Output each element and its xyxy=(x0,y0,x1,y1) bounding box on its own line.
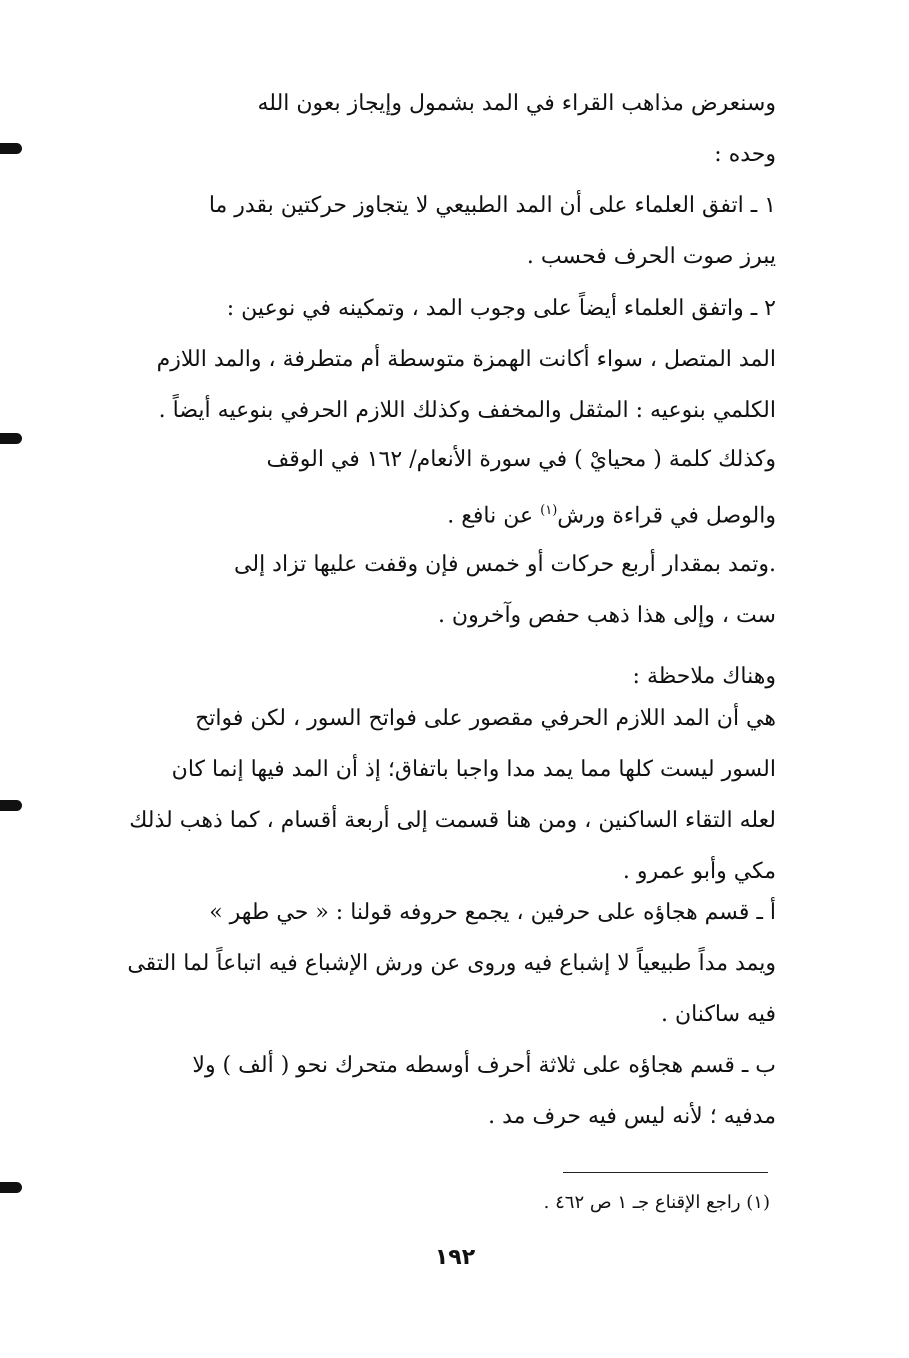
text-line: وهناك ملاحظة : xyxy=(632,664,776,689)
text-line: مدفيه ؛ لأنه ليس فيه حرف مد . xyxy=(488,1104,776,1129)
paragraph-section-b xyxy=(92,1040,776,1142)
text-segment: عن نافع . xyxy=(447,503,534,529)
text-line: وحده : xyxy=(714,142,776,167)
paragraph-point-2 xyxy=(92,283,776,436)
footnote-ref[interactable]: (١) xyxy=(540,503,558,518)
binding-mark xyxy=(0,143,22,154)
text-line: ٢ ـ واتفق العلماء أيضاً على وجوب المد ، وتمكينه في نوعين : xyxy=(226,296,776,321)
footnote-divider xyxy=(563,1172,768,1173)
paragraph-mahyaya xyxy=(92,434,776,541)
text-line xyxy=(92,485,776,541)
text-line: يبرز صوت الحرف فحسب . xyxy=(526,244,776,269)
footnote-marker: (١) xyxy=(746,1192,770,1213)
text-line: أ ـ قسم هجاؤه على حرفين ، يجمع حروفه قولنا : « حي طهر » xyxy=(209,900,776,925)
text-line: ست ، وإلى هذا ذهب حفص وآخرون . xyxy=(437,603,776,628)
paragraph-section-a xyxy=(92,887,776,1040)
paragraph-duration xyxy=(92,539,776,641)
binding-mark xyxy=(0,433,22,444)
text-line: ويمد مداً طبيعياً لا إشباع فيه وروى عن ورش الإشباع فيه اتباعاً لما التقى xyxy=(127,951,776,976)
binding-mark xyxy=(0,800,22,811)
text-line: المد المتصل ، سواء أكانت الهمزة متوسطة أم متطرفة ، والمد اللازم xyxy=(156,347,776,372)
page-number: ١٩٢ xyxy=(434,1245,476,1270)
binding-mark xyxy=(0,1182,22,1193)
text-segment: والوصل في قراءة ورش xyxy=(557,503,776,529)
text-line: ب ـ قسم هجاؤه على ثلاثة أحرف أوسطه متحرك نحو ( ألف ) ولا xyxy=(192,1053,776,1078)
text-line: ١ ـ اتفق العلماء على أن المد الطبيعي لا يتجاوز حركتين بقدر ما xyxy=(208,193,776,218)
paragraph-note-body xyxy=(92,693,776,897)
text-line: هي أن المد اللازم الحرفي مقصور على فواتح السور ، لكن فواتح xyxy=(195,706,776,731)
text-line: فيه ساكنان . xyxy=(660,1002,776,1027)
text-line: السور ليست كلها مما يمد مدا واجبا باتفاق؛ إذ أن المد فيها إنما كان xyxy=(171,757,776,782)
text-line: لعله التقاء الساكنين ، ومن هنا قسمت إلى أربعة أقسام ، كما ذهب لذلك xyxy=(129,808,776,833)
footnote xyxy=(440,1188,770,1218)
text-line: مكي وأبو عمرو . xyxy=(622,859,776,884)
paragraph-point-1 xyxy=(92,180,776,282)
text-line: وسنعرض مذاهب القراء في المد بشمول وإيجاز بعون الله xyxy=(257,91,776,116)
text-line: الكلمي بنوعيه : المثقل والمخفف وكذلك اللازم الحرفي بنوعيه أيضاً . xyxy=(158,398,776,423)
footnote-text: راجع الإقناع جـ ١ ص ٤٦٢ . xyxy=(543,1192,741,1213)
paragraph-intro xyxy=(92,78,776,180)
text-line: وكذلك كلمة ( محيايْ ) في سورة الأنعام/ ١٦٢ في الوقف xyxy=(266,447,776,472)
text-line: .وتمد بمقدار أربع حركات أو خمس فإن وقفت عليها تزاد إلى xyxy=(234,552,776,577)
